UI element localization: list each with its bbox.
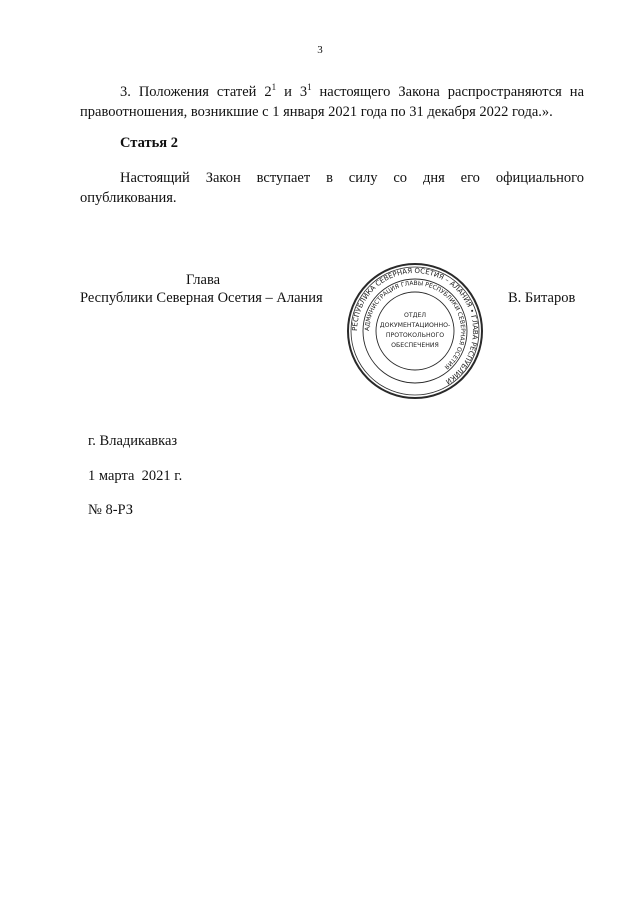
- seal-center-line-2: ДОКУМЕНТАЦИОННО-: [379, 322, 451, 329]
- official-seal-stamp: [345, 261, 485, 401]
- page-number: 3: [317, 44, 323, 56]
- article-2-heading: Статья 2: [120, 135, 178, 151]
- article-2-paragraph: [80, 168, 584, 208]
- seal-center-line-1: ОТДЕЛ: [403, 312, 427, 319]
- clause-3-line-1: 3. Положения статей $2^1$ и $3^1$ настоящего Закона распространяются на: [120, 82, 585, 100]
- signing-date: 1 марта 2021 г.: [88, 468, 183, 484]
- seal-center-line-4: ОБЕСПЕЧЕНИЯ: [391, 342, 439, 349]
- article-2-line-2: опубликования.: [80, 190, 177, 206]
- signatory-title-line-2: Республики Северная Осетия – Алания: [80, 290, 323, 306]
- seal-outer-text: РЕСПУБЛИКА СЕВЕРНАЯ ОСЕТИЯ – АЛАНИЯ • ГЛАВА РЕСПУБЛИКИ: [350, 266, 480, 386]
- clause-3-line-2: правоотношения, возникшие с 1 января 2021 года по 31 декабря 2022 года.».: [80, 104, 553, 120]
- signatory-name: В. Битаров: [508, 290, 576, 306]
- article-2-line-1: Настоящий Закон вступает в силу со дня его официального: [120, 170, 584, 186]
- signatory-title-line-1: Глава: [186, 272, 221, 288]
- law-number: № 8-РЗ: [88, 502, 134, 518]
- clause-3-paragraph: [80, 82, 584, 122]
- seal-inner-text: АДМИНИСТРАЦИЯ ГЛАВЫ РЕСПУБЛИКИ СЕВЕРНАЯ ОСЕТИЯ: [363, 279, 467, 371]
- seal-center-line-3: ПРОТОКОЛЬНОГО: [385, 332, 445, 339]
- city: г. Владикавказ: [88, 433, 178, 449]
